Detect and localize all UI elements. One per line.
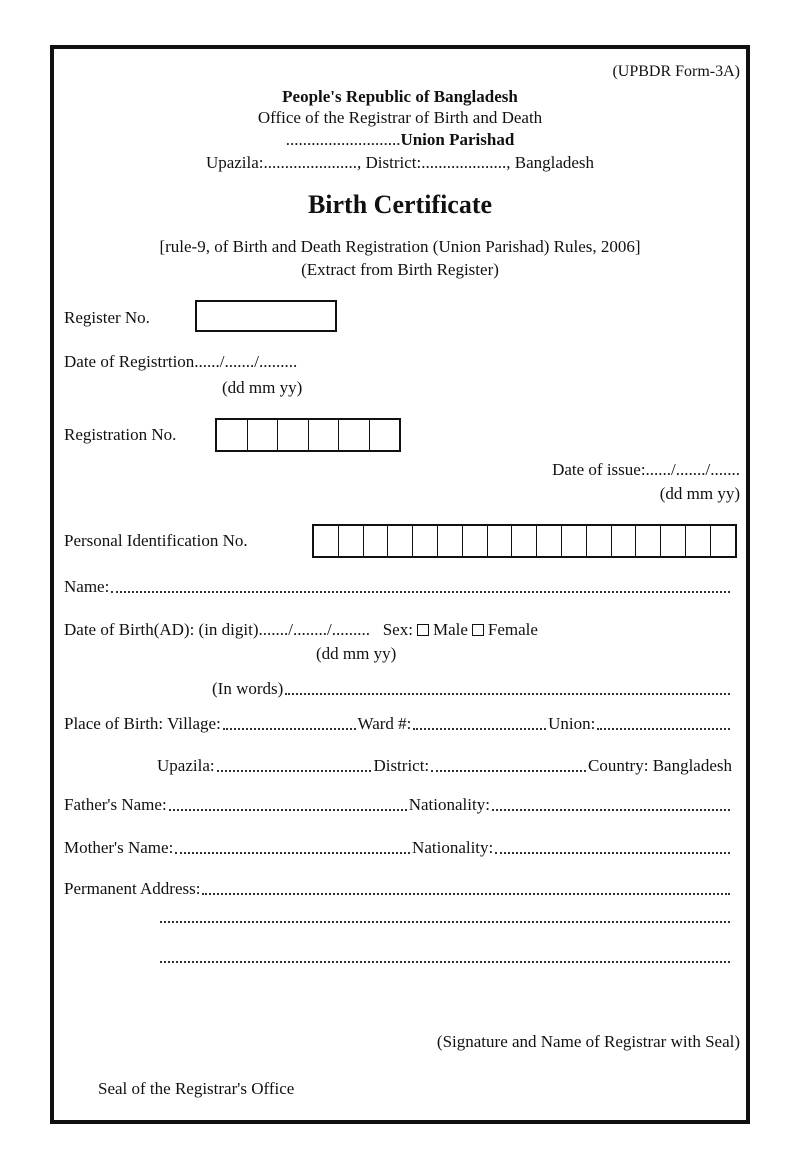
in-words-label: (In words) [212,679,284,698]
father-name-field[interactable] [169,809,407,811]
office-heading: Office of the Registrar of Birth and Death [257,108,543,127]
male-label: Male [432,620,468,639]
form-code: (UPBDR Form-3A) [612,63,740,80]
seal-label: Seal of the Registrar's Office [98,1079,295,1098]
date-format-hint: (dd mm yy) [659,484,740,503]
in-words-field[interactable] [285,693,730,695]
pin-digit-box[interactable] [711,526,735,556]
date-format-hint: (dd mm yy) [222,378,303,397]
pin-digit-box[interactable] [314,526,339,556]
place-of-birth-row [64,713,732,735]
pin-digit-box[interactable] [562,526,587,556]
registration-digit-box[interactable] [339,420,370,450]
ward-field[interactable] [413,728,546,730]
pin-digit-box[interactable] [512,526,537,556]
union-blank[interactable]: ........................... [285,130,401,149]
name-label: Name: [64,577,110,596]
pin-digit-box[interactable] [686,526,711,556]
name-row [64,576,732,598]
sex-label: Sex: [382,620,413,639]
extract-note: (Extract from Birth Register) [301,260,499,279]
pin-digit-box[interactable] [488,526,513,556]
pin-digit-box[interactable] [612,526,637,556]
registration-digit-box[interactable] [309,420,340,450]
village-field[interactable] [223,728,356,730]
father-label: Father's Name: [64,795,167,814]
nationality-label: Nationality: [408,795,490,814]
permanent-address-row [64,878,732,900]
father-nationality-field[interactable] [492,809,730,811]
pin-boxes[interactable] [312,524,737,558]
register-no-box[interactable] [195,300,337,332]
country-heading: People's Republic of Bangladesh [282,87,518,106]
date-format-hint: (dd mm yy) [316,644,397,663]
pin-digit-box[interactable] [388,526,413,556]
address-row-2 [158,921,732,928]
union-field[interactable] [597,728,730,730]
pin-digit-box[interactable] [413,526,438,556]
registration-digit-box[interactable] [248,420,279,450]
pin-digit-box[interactable] [339,526,364,556]
ward-label: Ward #: [357,714,412,733]
name-field[interactable] [111,591,730,593]
rule-reference: [rule-9, of Birth and Death Registration (Union Parishad) Rules, 2006] [159,237,641,256]
pin-digit-box[interactable] [587,526,612,556]
registration-digit-box[interactable] [217,420,248,450]
page-title: Birth Certificate [307,190,493,219]
address-line-2[interactable] [160,921,730,923]
pin-digit-box[interactable] [463,526,488,556]
female-checkbox[interactable] [472,624,484,636]
address-line-1[interactable] [202,893,730,895]
nationality-label: Nationality: [412,838,494,857]
union-label: Union: [548,714,596,733]
district-field[interactable] [431,770,586,772]
registration-no-label: Registration No. [64,425,177,444]
permanent-address-label: Permanent Address: [64,879,201,898]
in-words-row [212,678,732,700]
address-line-3[interactable] [160,961,730,963]
mother-row [64,837,732,859]
date-of-issue[interactable]: Date of issue:....../......./....... [552,460,740,479]
mother-label: Mother's Name: [64,838,174,857]
address-line: Upazila:......................, District:...................., Bangladesh [205,153,595,172]
dob-digit[interactable]: Date of Birth(AD): (in digit)......./......../......... [64,620,370,639]
pin-digit-box[interactable] [364,526,389,556]
date-of-registration[interactable]: Date of Registrtion....../......./......... [64,352,298,371]
pin-label: Personal Identification No. [64,531,248,550]
pin-digit-box[interactable] [537,526,562,556]
pin-digit-box[interactable] [636,526,661,556]
upazila-field[interactable] [217,770,372,772]
union-heading [50,129,750,151]
father-row [64,794,732,816]
signature-label: (Signature and Name of Registrar with Seal) [436,1032,740,1051]
address-row-3 [158,961,732,968]
upazila-row [157,755,732,777]
country-label: Country: Bangladesh [588,756,733,775]
registration-no-boxes[interactable] [215,418,401,452]
female-label: Female [487,620,538,639]
district-label: District: [373,756,430,775]
upazila-label: Upazila: [157,756,215,775]
registration-digit-box[interactable] [370,420,400,450]
mother-name-field[interactable] [175,852,410,854]
pin-digit-box[interactable] [438,526,463,556]
pin-digit-box[interactable] [661,526,686,556]
register-no-label: Register No. [64,308,150,327]
mother-nationality-field[interactable] [495,852,730,854]
dob-row [64,619,538,641]
village-label: Place of Birth: Village: [64,714,221,733]
union-label: Union Parishad [400,130,515,149]
registration-digit-box[interactable] [278,420,309,450]
male-checkbox[interactable] [417,624,429,636]
